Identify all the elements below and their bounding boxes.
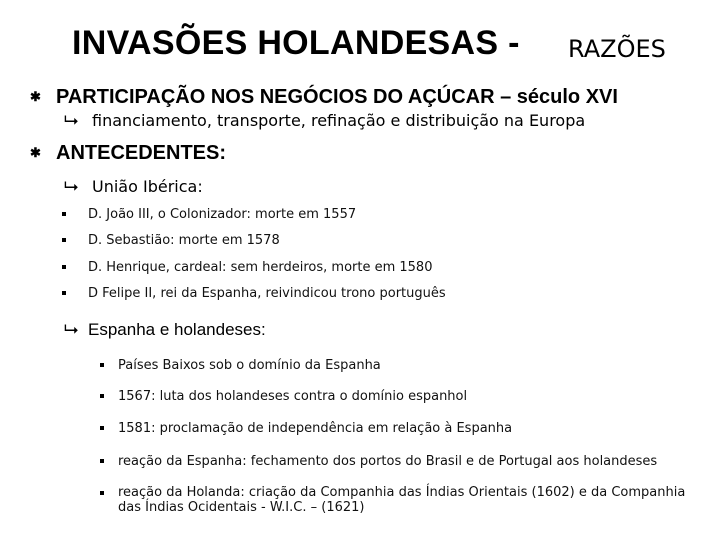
square-bullet-icon <box>100 363 104 367</box>
curved-arrow-icon: ⮡ <box>64 176 79 197</box>
square-bullet-icon <box>62 238 66 242</box>
asterisk-icon: ✱ <box>30 145 41 160</box>
square-bullet-icon <box>100 459 104 463</box>
list-item: 1581: proclamação de independência em relação à Espanha <box>100 421 512 436</box>
section-heading: ANTECEDENTES: <box>56 142 227 164</box>
list-item: Países Baixos sob o domínio da Espanha <box>100 358 381 373</box>
detail-text: financiamento, transporte, refinação e distribuição na Europa <box>92 111 586 130</box>
curved-arrow-icon: ⮡ <box>64 110 79 131</box>
square-bullet-icon <box>62 291 66 295</box>
slide-title: INVASÕES HOLANDESAS - <box>72 24 520 62</box>
curved-arrow-icon: ⮡ <box>64 319 79 340</box>
list-item: D. João III, o Colonizador: morte em 1557 <box>62 207 356 222</box>
asterisk-icon: ✱ <box>30 89 41 104</box>
list-item: D. Henrique, cardeal: sem herdeiros, morte em 1580 <box>62 260 432 275</box>
square-bullet-icon <box>100 394 104 398</box>
list-item: 1567: luta dos holandeses contra o domínio espanhol <box>100 389 467 404</box>
slide-subtitle: RAZÕES <box>568 35 666 63</box>
section-heading: PARTICIPAÇÃO NOS NEGÓCIOS DO AÇÚCAR – século XVI <box>56 86 618 108</box>
group-label: União Ibérica: <box>92 177 203 196</box>
section-antecedentes <box>30 142 226 165</box>
square-bullet-icon <box>100 426 104 430</box>
square-bullet-icon <box>62 212 66 216</box>
group-espanha-holandeses <box>64 319 266 340</box>
section-participacao-detail <box>64 110 585 131</box>
group-label: Espanha e holandeses: <box>88 320 266 339</box>
list-item: reação da Espanha: fechamento dos portos do Brasil e de Portugal aos holandeses <box>100 454 657 469</box>
square-bullet-icon <box>62 265 66 269</box>
list-item: reação da Holanda: criação da Companhia das Índias Orientais (1602) e da Companhia das Índias Ocidentais - W.I.C. – (1621) <box>100 485 708 515</box>
list-item: D. Sebastião: morte em 1578 <box>62 233 280 248</box>
section-participacao <box>30 86 618 109</box>
square-bullet-icon <box>100 491 104 495</box>
group-uniao-iberica <box>64 176 203 197</box>
list-item: D Felipe II, rei da Espanha, reivindicou trono português <box>62 286 446 301</box>
